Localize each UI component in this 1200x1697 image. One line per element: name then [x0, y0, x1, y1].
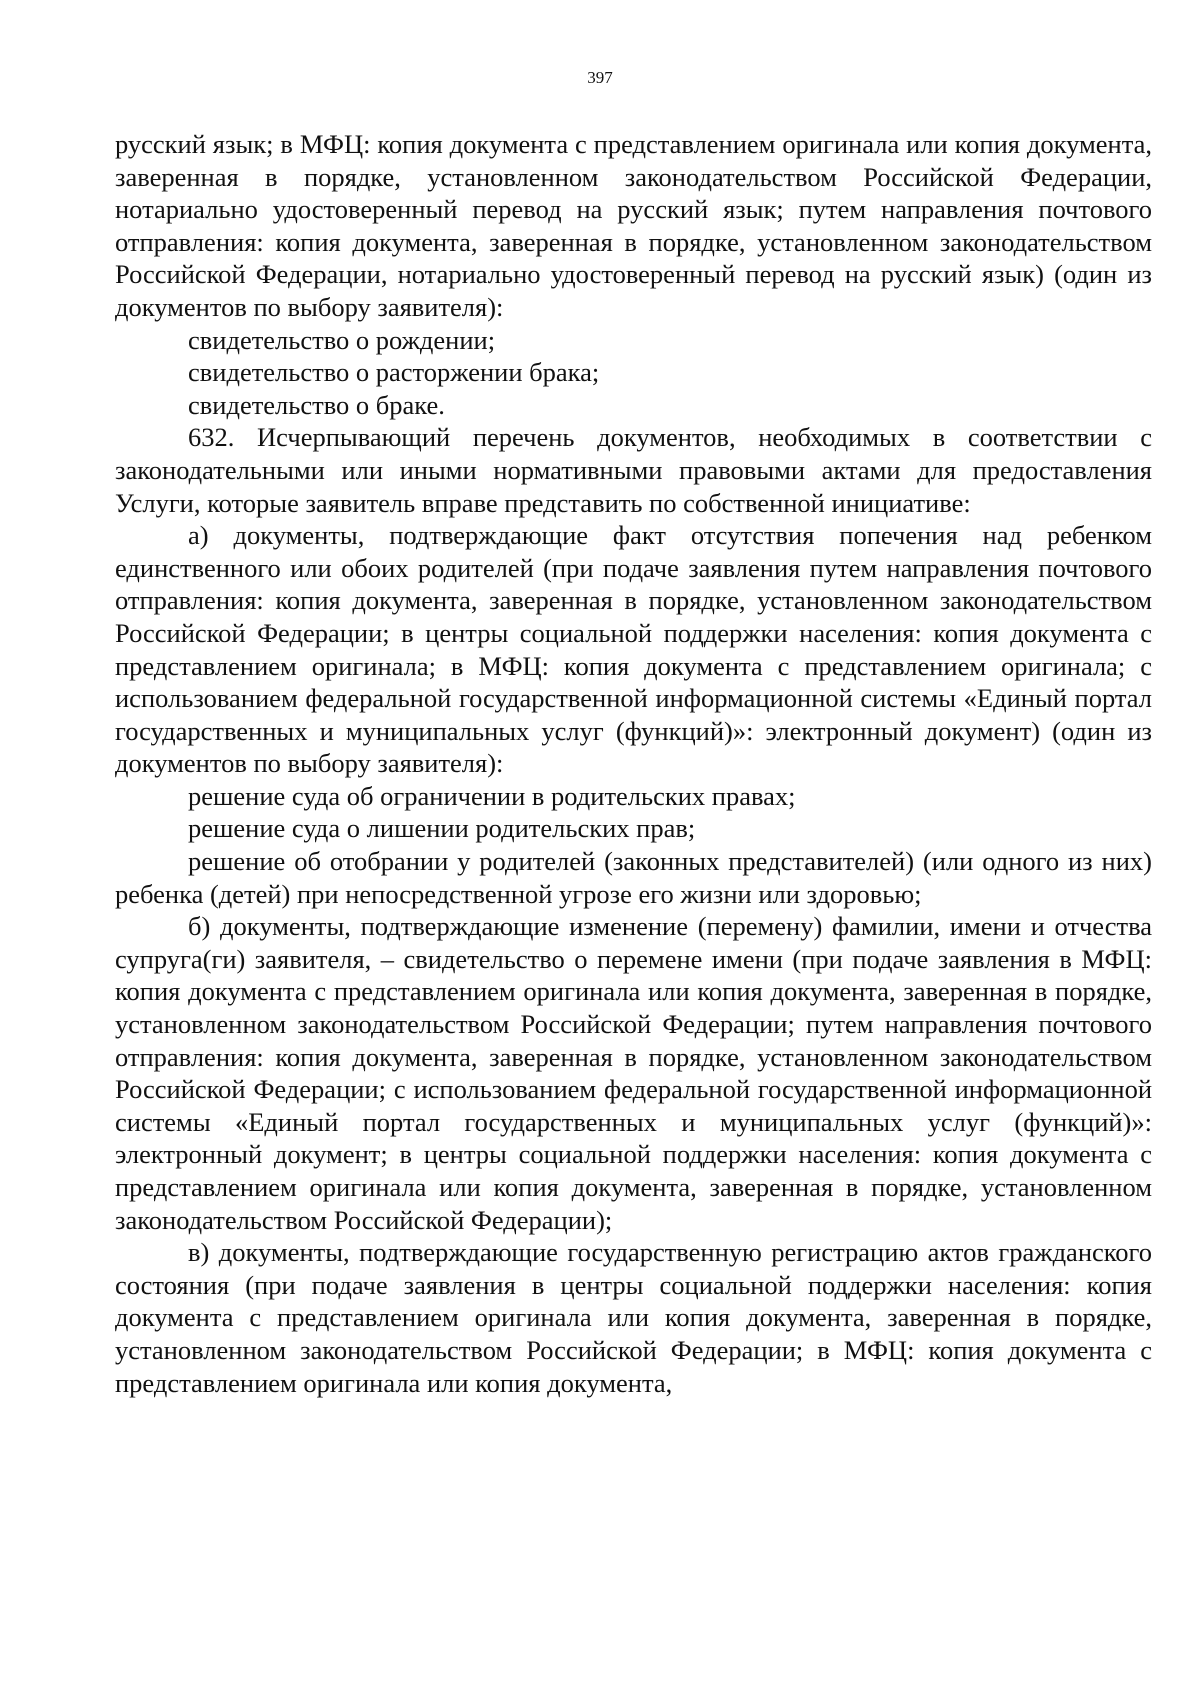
list-item-marriage-certificate: свидетельство о браке.: [188, 389, 445, 420]
paragraph-subclause-b: б) документы, подтверждающие изменение (перемену) фамилии, имени и отчества супруга(ги) заявителя, – свидетельство о перемене имени (при подаче заявления в МФЦ: копия документа с представлением оригинала или копия документа, заверенная в порядке, установленном законодательством Российской Федерации; путем направления почтового отправления: копия документа, заверенная в порядке, установленном законодательством Российской Федерации; с использованием федеральной государственной информационной системы «Единый портал государственных и муниципальных услуг (функций)»: электронный документ; в центры социальной поддержки населения: копия документа с представлением оригинала или копия документа, заверенная в порядке, установленном законодательством Российской Федерации);: [115, 911, 1152, 1235]
list-item-divorce-certificate: свидетельство о расторжении брака;: [188, 357, 600, 388]
paragraph-subclause-v: в) документы, подтверждающие государственную регистрацию актов гражданского состояния (при подаче заявления в центры социальной поддержки населения: копия документа с представлением оригинала или копия документа, заверенная в порядке, установленном законодательством Российской Федерации; в МФЦ: копия документа с представлением оригинала или копия документа,: [115, 1237, 1152, 1398]
paragraph-continuation: русский язык; в МФЦ: копия документа с представлением оригинала или копия документа, заверенная в порядке, установленном законодательством Российской Федерации, нотариально удостоверенный перевод на русский язык; путем направления почтового отправления: копия документа, заверенная в порядке, установленном законодательством Российской Федерации, нотариально удостоверенный перевод на русский язык) (один из документов по выбору заявителя):: [115, 129, 1152, 322]
paragraph-clause-632: 632. Исчерпывающий перечень документов, необходимых в соответствии с законодательными или иными нормативными правовыми актами для предоставления Услуги, которые заявитель вправе представить по собственной инициативе:: [115, 422, 1152, 518]
document-body: [115, 128, 1152, 1399]
list-item-birth-certificate: свидетельство о рождении;: [188, 324, 496, 355]
paragraph-subclause-a: а) документы, подтверждающие факт отсутствия попечения над ребенком единственного или обоих родителей (при подаче заявления путем направления почтового отправления: копия документа, заверенная в порядке, установленном законодательством Российской Федерации; в центры социальной поддержки населения: копия документа с представлением оригинала; в МФЦ: копия документа с представлением оригинала; с использованием федеральной государственной информационной системы «Единый портал государственных и муниципальных услуг (функций)»: электронный документ) (один из документов по выбору заявителя):: [115, 520, 1152, 779]
page-number: 397: [587, 68, 613, 87]
list-item-child-removal: решение об отобрании у родителей (законных представителей) (или одного из них) ребенка (детей) при непосредственной угрозе его жизни или здоровью;: [115, 846, 1152, 909]
list-item-court-restriction: решение суда об ограничении в родительских правах;: [188, 780, 796, 811]
list-item-court-deprivation: решение суда о лишении родительских прав;: [188, 813, 696, 844]
